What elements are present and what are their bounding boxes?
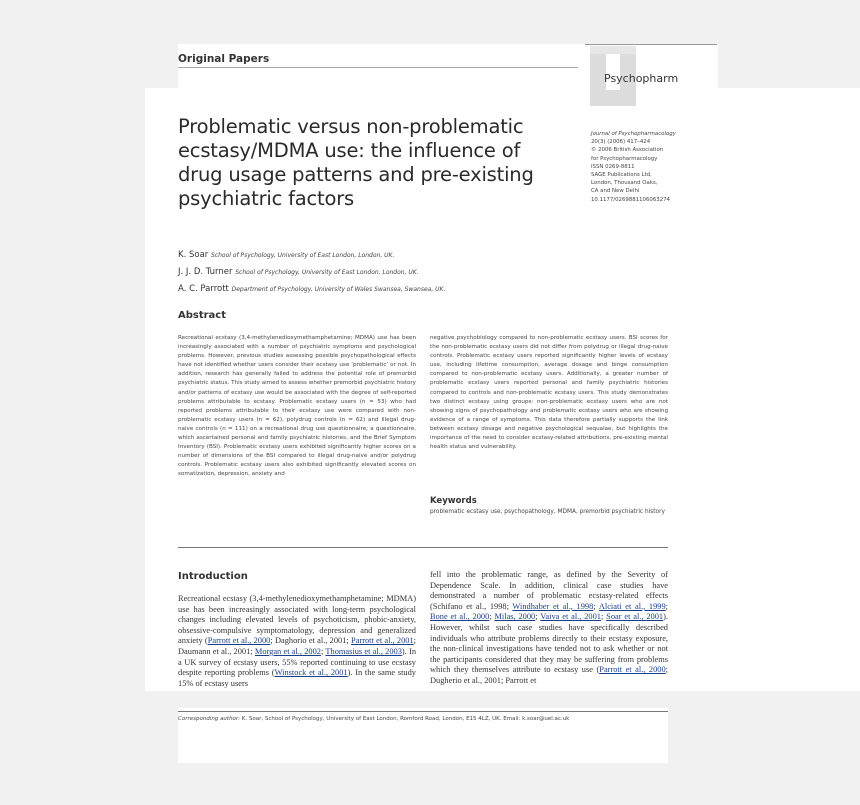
- author-name: A. C. Parrott: [178, 284, 232, 294]
- citation-link[interactable]: Soar et al., 2001: [606, 612, 664, 622]
- section-label: Original Papers: [178, 53, 270, 65]
- journal-info-line: Journal of Psychopharmacology: [591, 131, 676, 137]
- citation-link[interactable]: Parrott et al., 2000: [599, 665, 666, 675]
- journal-info-line: 20(3) (2006) 417–424: [591, 139, 651, 146]
- journal-info-line: ISSN 0269-8811: [591, 163, 635, 170]
- body-text: fell into the problematic range, as defined by the Severity of Dependence Scale. In addition, clinical case studies have demonstrated a number of problematic ecstasy-related effects (Schifano et al., 1998;: [430, 570, 668, 611]
- logo-rule: [585, 44, 717, 45]
- body-text: Recreational ecstasy (3,4-methylenedioxymethamphetamine; MDMA) use has been increasingly associated with long-term psychological changes including elevated levels of psychoticism, phobic-anxiety, obsessive-compulsive symptomatology, depression and generalized anxiety (: [178, 594, 416, 646]
- citation-link[interactable]: Parrott et al., 2000: [207, 636, 271, 646]
- journal-info-line: CA and New Delhi: [591, 188, 640, 195]
- journal-info: [591, 130, 711, 204]
- header-rule: [178, 67, 578, 68]
- keywords-text: problematic ecstasy use, psychopathology, MDMA, premorbid psychiatric history: [430, 509, 665, 515]
- abstract-right-column: negative psychobiology compared to non-problematic ecstasy users. BSI scores for the non-problematic ecstasy users did not differ from polydrug or illegal drug-naive controls. Problematic ecstasy users reported significantly higher levels of ecstasy use, including lifetime consumption, average dosage and binge consumption compared to non-problematic ecstasy users. Additionally, a greater number of problematic ecstasy users reported personal and family psychiatric histories compared to controls and non-problematic ecstasy users. This study demonstrates two distinct ecstasy using groups: non-problematic ecstasy users who are not showing signs of psychopathology and problematic ecstasy users who are showing evidence of a range of symptoms. This data therefore partially supports the link between ecstasy dosage and negative psychological sequalae, but highlights the importance of the need to consider ecstasy-related attributions, pre-existing mental health status and vulnerability.: [430, 335, 668, 451]
- author-affiliation: School of Psychology, University of East London, London, UK.: [235, 269, 419, 276]
- abstract-heading: Abstract: [178, 310, 227, 321]
- journal-info-line: © 2006 British Association: [591, 147, 664, 154]
- section-divider: [178, 547, 668, 548]
- keywords-heading: Keywords: [430, 496, 477, 506]
- body-text: ; Dugherio et al., 2001; Parrott et: [430, 665, 668, 685]
- author-affiliation: School of Psychology, University of East London, London, UK.: [210, 252, 395, 259]
- introduction-left-column: [178, 594, 416, 689]
- correspondence-text: K. Soar, School of Psychology, University of East London, Romford Road, London, E15 4LZ, UK. Email: k.soar@uel.ac.uk: [241, 716, 570, 722]
- introduction-right-column: [430, 570, 668, 687]
- footer-divider: [178, 711, 668, 712]
- correspondence-label: Corresponding author:: [178, 716, 241, 722]
- citation-link[interactable]: Parrott et al., 2001: [351, 636, 414, 646]
- citation-link[interactable]: Alciati et al., 1999: [598, 601, 666, 611]
- body-text: ; Daghorio et al., 2001;: [270, 636, 352, 646]
- body-text: ;: [593, 601, 599, 611]
- body-text: ;: [320, 646, 326, 656]
- abstract-left-column: Recreational ecstasy (3,4-methylenedioxymethamphetamine; MDMA) use has been increasingly associated with a number of psychiatric symptoms and psychological problems. However, previous studies assessing possible psychopathological effects have not identified whether users consider their ecstasy use ‘problematic’ or not. In addition, research has generally failed to address the potential role of premorbid psychiatric status. This study aimed to assess whether premorbid psychiatric history and/or patterns of ecstasy use would be associated with the degree of self-reported problems attributable to ecstasy. Problematic ecstasy users (n = 53) who had reported problems attributable to their ecstasy use were compared with non-problematic ecstasy users (n = 62), polydrug controls (n = 62) and illegal drug-naive controls (n = 111) on a recreational drug use questionnaire; a questionnaire, which ascertained personal and family psychiatric histories, and the Brief Symptom Inventory (BSI). Problematic ecstasy users exhibited significantly higher scores on a number of dimensions of the BSI compared to illegal drug-naive and/or polydrug controls. Problematic ecstasy users also exhibited significantly elevated scores on somatization, depression, anxiety and: [178, 335, 416, 478]
- journal-info-line: SAGE Publications Ltd,: [591, 172, 652, 179]
- citation-link[interactable]: Thomasius et al., 2003: [325, 646, 402, 656]
- author-list: [178, 247, 445, 298]
- introduction-heading: Introduction: [178, 571, 248, 582]
- journal-info-line: London, Thousand Oaks,: [591, 180, 658, 187]
- body-text: ). In a UK survey of ecstasy users, 55% reported continuing to use ecstasy despite reporting problems (: [178, 646, 417, 678]
- author-name: K. Soar: [178, 250, 211, 260]
- body-text: ). However, whilst such case studies have specifically described individuals who attribute problems directly to their ecstasy exposure, the non-clinical investigations have tended not to ask whether or not the participants considered that they may be suffering from problems which they themselves attribute to ecstasy use (: [430, 612, 668, 675]
- journal-info-line: 10.1177/0269881106063274: [591, 196, 670, 203]
- citation-link[interactable]: Morgan et al., 2002: [254, 646, 321, 656]
- author-row: [178, 264, 445, 281]
- body-text: ;: [665, 601, 668, 611]
- author-name: J. J. D. Turner: [178, 267, 236, 277]
- body-text: ). In the same study 15% of ecstasy users: [178, 668, 416, 688]
- logo-text: Psychopharm: [604, 72, 679, 85]
- body-text: ;: [489, 612, 495, 622]
- correspondence-note: [178, 716, 668, 722]
- author-row: [178, 247, 445, 264]
- journal-info-line: for Psychopharmacology: [591, 155, 658, 162]
- citation-link[interactable]: Milas, 2000: [494, 612, 536, 622]
- article-title: Problematic versus non-problematic ecstasy/MDMA use: the influence of drug usage patterns and pre-existing psychiatric factors: [178, 115, 534, 210]
- citation-link[interactable]: Bone et al., 2000: [430, 612, 490, 622]
- citation-link[interactable]: Winstock et al., 2001: [274, 668, 348, 678]
- body-text: ; Daumann et al., 2001;: [178, 636, 416, 656]
- body-text: ;: [600, 612, 607, 622]
- citation-link[interactable]: Windhaber et al., 1998: [512, 601, 594, 611]
- author-row: [178, 281, 445, 298]
- body-text: ;: [535, 612, 541, 622]
- author-affiliation: Department of Psychology, University of Wales Swansea, Swansea, UK.: [231, 286, 446, 293]
- citation-link[interactable]: Vaiva et al., 2001: [540, 612, 601, 622]
